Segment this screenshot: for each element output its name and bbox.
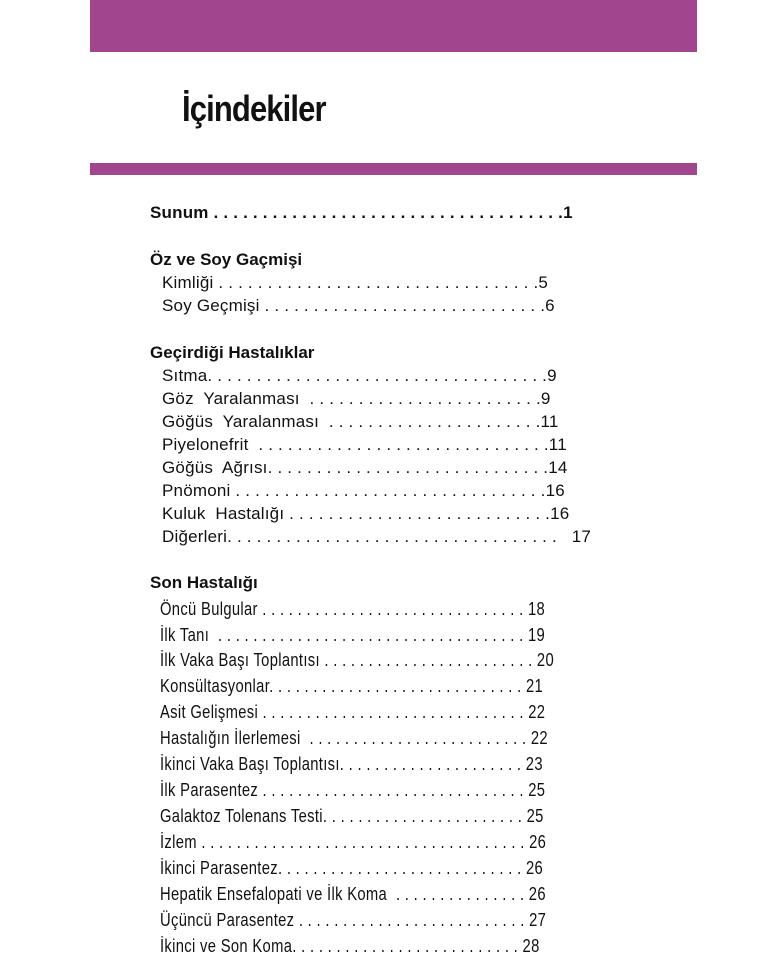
section-heading: Öz ve Soy Gaçmişi (150, 250, 303, 269)
toc-entry: Öncü Bulgular . . . . . . . . . . . . . . . . . . . . . . . . . . . . . . 18 (160, 599, 546, 619)
page-title: İçindekiler (182, 88, 326, 129)
toc-entry: Soy Geçmişi . . . . . . . . . . . . . . . . . . . . . . . . . . . . .6 (162, 296, 555, 315)
toc-entry: Konsültasyonlar. . . . . . . . . . . . . . . . . . . . . . . . . . . . . 21 (160, 676, 544, 696)
toc-entry: Pnömoni . . . . . . . . . . . . . . . . . . . . . . . . . . . . . . . .16 (162, 481, 565, 500)
toc-entry: Sıtma. . . . . . . . . . . . . . . . . . . . . . . . . . . . . . . . . . .9 (162, 366, 557, 385)
toc-entry: Sunum . . . . . . . . . . . . . . . . . . . . . . . . . . . . . . . . . . . .1 (150, 203, 573, 222)
toc-entry: Göğüs Yaralanması . . . . . . . . . . . . . . . . . . . . . .11 (162, 412, 559, 431)
toc-entry: İlk Tanı . . . . . . . . . . . . . . . . . . . . . . . . . . . . . . . . . . . 19 (160, 625, 546, 645)
toc-entry: Göz Yaralanması . . . . . . . . . . . . . . . . . . . . . . . .9 (162, 389, 551, 408)
toc-entry: Üçüncü Parasentez . . . . . . . . . . . . . . . . . . . . . . . . . . 27 (160, 910, 547, 930)
section-heading: Geçirdiği Hastalıklar (150, 343, 315, 362)
section-heading: Son Hastalığı (150, 573, 258, 592)
toc-entry: İkinci Parasentez. . . . . . . . . . . . . . . . . . . . . . . . . . . . 26 (160, 858, 544, 878)
toc-entry: Kimliği . . . . . . . . . . . . . . . . . . . . . . . . . . . . . . . . .5 (162, 273, 549, 292)
toc-entry: İkinci Vaka Başı Toplantısı. . . . . . . . . . . . . . . . . . . . . 23 (160, 754, 543, 774)
toc-entry: Hastalığın İlerlemesi . . . . . . . . . . . . . . . . . . . . . . . . . 22 (160, 728, 548, 748)
top-color-band (90, 0, 697, 52)
toc-entry: İzlem . . . . . . . . . . . . . . . . . . . . . . . . . . . . . . . . . . . . . 26 (160, 832, 547, 852)
toc-entry: İkinci ve Son Koma. . . . . . . . . . . . . . . . . . . . . . . . . . 28 (160, 936, 540, 956)
toc-entry: Diğerleri. . . . . . . . . . . . . . . . . . . . . . . . . . . . . . . . . . 17 (162, 527, 592, 546)
toc-entry: İlk Vaka Başı Toplantısı . . . . . . . . . . . . . . . . . . . . . . . . 20 (160, 650, 555, 670)
toc-entry: Kuluk Hastalığı . . . . . . . . . . . . . . . . . . . . . . . . . . .16 (162, 504, 570, 523)
toc-entry: Göğüs Ağrısı. . . . . . . . . . . . . . . . . . . . . . . . . . . . .14 (162, 458, 568, 477)
toc-entry: Piyelonefrit . . . . . . . . . . . . . . . . . . . . . . . . . . . . . .11 (162, 435, 567, 454)
toc-entry: Hepatik Ensefalopati ve İlk Koma . . . . . . . . . . . . . . . 26 (160, 884, 546, 904)
toc-entry: İlk Parasentez . . . . . . . . . . . . . . . . . . . . . . . . . . . . . . 25 (160, 780, 546, 800)
title-divider (90, 163, 697, 175)
toc-entry: Asit Gelişmesi . . . . . . . . . . . . . . . . . . . . . . . . . . . . . . 22 (160, 702, 546, 722)
toc-entry: Galaktoz Tolenans Testi. . . . . . . . . . . . . . . . . . . . . . . 25 (160, 806, 544, 826)
